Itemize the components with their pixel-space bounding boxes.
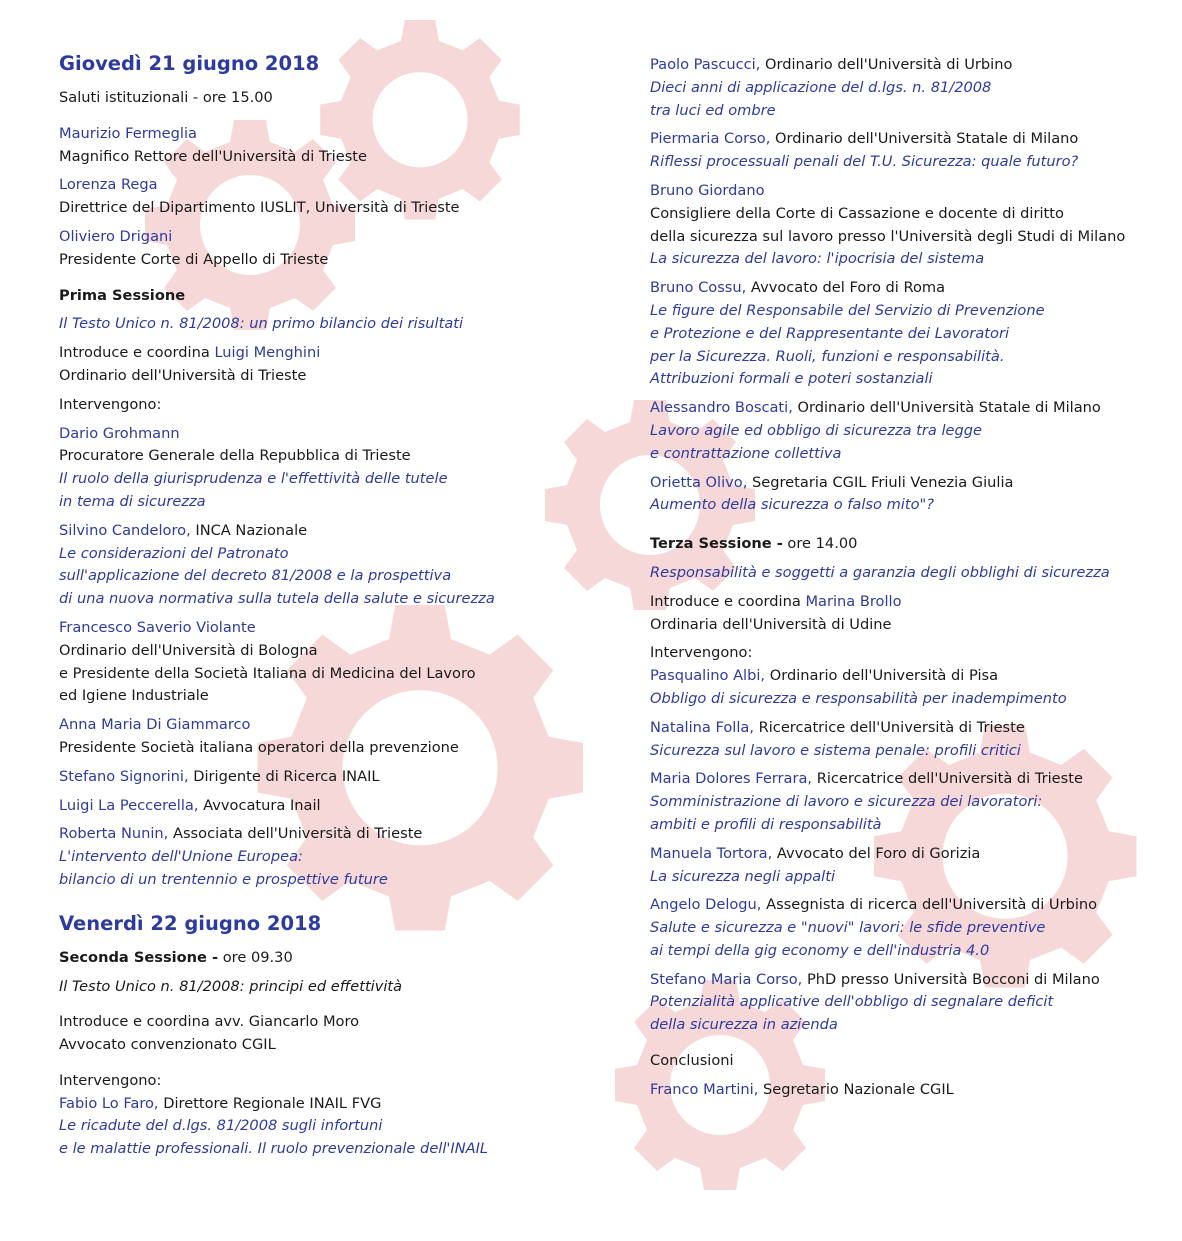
- talk-title: Le figure del Responsabile del Servizio di Prevenzione: [650, 301, 1045, 319]
- speaker-role: Ricercatrice dell'Università di Trieste: [753, 718, 1025, 736]
- speaker-role: Ordinario dell'Università Statale di Milano: [792, 399, 1101, 417]
- moderator-line: [59, 1011, 579, 1034]
- talk-title: ai tempi della gig economy e dell'industria 4.0: [650, 941, 990, 959]
- speaker-name: Dario Grohmann: [59, 424, 180, 442]
- speaker-role: Segretaria CGIL Friuli Venezia Giulia: [747, 473, 1014, 491]
- session-title: Il Testo Unico n. 81/2008: principi ed effettività: [59, 977, 403, 995]
- talk-title: e contrattazione collettiva: [650, 444, 842, 462]
- talk-title: La sicurezza del lavoro: l'ipocrisia del sistema: [650, 250, 985, 268]
- intro-prefix: Introduce e coordina: [650, 592, 806, 610]
- session-heading: Seconda Sessione -: [59, 948, 219, 966]
- moderator-role: Ordinario dell'Università di Trieste: [59, 366, 307, 384]
- speaker-name: Franco Martini,: [650, 1080, 759, 1098]
- speaker-block: [59, 617, 579, 708]
- speaker-name: Manuela Tortora,: [650, 844, 773, 862]
- speaker-name: Paolo Pascucci,: [650, 56, 761, 73]
- speaker-block: [650, 665, 1170, 711]
- speaker-name: Piermaria Corso,: [650, 130, 771, 148]
- speaker-name: Oliviero Drigani: [59, 227, 173, 245]
- day2-title: Venerdì 22 giugno 2018: [59, 911, 322, 935]
- speaker-name: Bruno Cossu,: [650, 279, 747, 297]
- intro-prefix: Introduce e coordina: [59, 344, 215, 362]
- speaker-block: [59, 226, 579, 272]
- moderator-block: [59, 1011, 579, 1057]
- moderator-line: [650, 591, 1170, 614]
- speaker-block: [59, 123, 579, 169]
- talk-title: tra luci ed ombre: [650, 101, 776, 119]
- moderator-name: Marina Brollo: [805, 592, 902, 610]
- talk-title: La sicurezza negli appalti: [650, 867, 836, 885]
- speaker-role: Ordinario dell'Università di Bologna: [59, 641, 318, 659]
- speaker-role: Segretario Nazionale CGIL: [758, 1080, 954, 1098]
- speaker-block: [650, 54, 1170, 122]
- speaker-block: [650, 180, 1170, 271]
- talk-title: ambiti e profili di responsabilità: [650, 815, 882, 833]
- speaker-block: [650, 472, 1170, 518]
- speaker-role: Avvocato del Foro di Roma: [746, 279, 946, 297]
- speaker-name: Natalina Folla,: [650, 718, 754, 736]
- talk-title: Obbligo di sicurezza e responsabilità per inadempimento: [650, 689, 1067, 707]
- conclusioni-heading: Conclusioni: [650, 1052, 734, 1070]
- talk-title: L'intervento dell'Unione Europea:: [59, 848, 303, 866]
- talk-title: Aumento della sicurezza o falso mito"?: [650, 496, 934, 514]
- talk-title: sull'applicazione del decreto 81/2008 e la prospettiva: [59, 567, 452, 585]
- speaker-role: Procuratore Generale della Repubblica di Trieste: [59, 447, 411, 465]
- talk-title: della sicurezza in azienda: [650, 1016, 838, 1034]
- speaker-block: [59, 795, 579, 818]
- speaker-name: Stefano Signorini,: [59, 767, 189, 785]
- speaker-name: Angelo Delogu,: [650, 896, 762, 914]
- left-column: [59, 50, 579, 1161]
- speaker-block: [59, 174, 579, 220]
- speaker-name: Luigi La Peccerella,: [59, 796, 199, 814]
- speaker-role: Ordinario dell'Università di Urbino: [760, 56, 1013, 73]
- speaker-role: Avvocatura Inail: [198, 796, 321, 814]
- speaker-name: Orietta Olivo,: [650, 473, 748, 491]
- speaker-role: Direttrice del Dipartimento IUSLIT, Università di Trieste: [59, 199, 460, 217]
- session-time: ore 14.00: [782, 535, 858, 553]
- speaker-role: Magnifico Rettore dell'Università di Trieste: [59, 147, 368, 165]
- talk-title: bilancio di un trentennio e prospettive future: [59, 870, 388, 888]
- speaker-block: [59, 520, 579, 611]
- moderator-name: avv. Giancarlo Moro: [214, 1013, 360, 1031]
- speaker-role: Associata dell'Università di Trieste: [168, 825, 423, 843]
- speaker-name: Maurizio Fermeglia: [59, 124, 197, 142]
- speaker-name: Roberta Nunin,: [59, 825, 169, 843]
- speaker-role: Dirigente di Ricerca INAIL: [188, 767, 380, 785]
- talk-title: per la Sicurezza. Ruoli, funzioni e responsabilità.: [650, 347, 1005, 365]
- saluti-line: Saluti istituzionali - ore 15.00: [59, 89, 273, 106]
- speaker-block: [650, 843, 1170, 889]
- talk-title: in tema di sicurezza: [59, 492, 206, 510]
- speaker-role: ed Igiene Industriale: [59, 687, 209, 705]
- speaker-block: [59, 823, 579, 891]
- session-title: Responsabilità e soggetti a garanzia degli obblighi di sicurezza: [650, 563, 1110, 581]
- talk-title: Salute e sicurezza e "nuovi" lavori: le sfide preventive: [650, 919, 1046, 937]
- talk-title: e le malattie professionali. Il ruolo prevenzionale dell'INAIL: [59, 1140, 489, 1158]
- speaker-block: [650, 397, 1170, 465]
- speaker-role: Presidente Società italiana operatori della prevenzione: [59, 738, 459, 756]
- intervengono-label: Intervengono:: [59, 1071, 162, 1089]
- speaker-name: Pasqualino Albi,: [650, 667, 766, 685]
- speaker-name: Anna Maria Di Giammarco: [59, 716, 251, 734]
- speaker-role: e Presidente della Società Italiana di Medicina del Lavoro: [59, 664, 476, 682]
- talk-title: e Protezione e del Rappresentante dei Lavoratori: [650, 324, 1010, 342]
- speaker-block: [59, 766, 579, 789]
- session-title: Il Testo Unico n. 81/2008: un primo bilancio dei risultati: [59, 315, 464, 333]
- moderator-name: Luigi Menghini: [214, 344, 321, 362]
- speaker-role: Consigliere della Corte di Cassazione e docente di diritto: [650, 204, 1064, 222]
- speaker-block: [650, 768, 1170, 836]
- talk-title: di una nuova normativa sulla tutela della salute e sicurezza: [59, 590, 495, 608]
- speaker-name: Silvino Candeloro,: [59, 521, 191, 539]
- speaker-block: [650, 717, 1170, 763]
- right-column: [650, 54, 1170, 1102]
- speaker-block: [59, 423, 579, 514]
- session-heading: Terza Sessione -: [650, 535, 783, 553]
- speaker-role: PhD presso Università Bocconi di Milano: [802, 970, 1100, 988]
- talk-title: Sicurezza sul lavoro e sistema penale: profili critici: [650, 741, 1021, 759]
- speaker-block: [650, 894, 1170, 962]
- speaker-role: Ordinario dell'Università di Pisa: [765, 667, 999, 685]
- moderator-line: [59, 342, 579, 365]
- intervengono-label: Intervengono:: [650, 644, 753, 662]
- speaker-name: Bruno Giordano: [650, 181, 765, 199]
- moderator-block: [59, 342, 579, 388]
- speaker-role: Direttore Regionale INAIL FVG: [158, 1094, 382, 1112]
- speaker-role: INCA Nazionale: [190, 521, 308, 539]
- speaker-block: [650, 969, 1170, 1037]
- session-heading-line: [59, 947, 579, 970]
- moderator-role: Ordinaria dell'Università di Udine: [650, 615, 892, 633]
- speaker-block: [650, 277, 1170, 391]
- talk-title: Dieci anni di applicazione del d.lgs. n. 81/2008: [650, 78, 992, 96]
- session-heading: Prima Sessione: [59, 286, 186, 304]
- speaker-role: Avvocato del Foro di Gorizia: [772, 844, 981, 862]
- moderator-block: [650, 591, 1170, 637]
- intervengono-label: Intervengono:: [59, 395, 162, 413]
- speaker-name: Francesco Saverio Violante: [59, 618, 256, 636]
- talk-title: Le ricadute del d.lgs. 81/2008 sugli infortuni: [59, 1117, 383, 1135]
- day1-title: Giovedì 21 giugno 2018: [59, 52, 320, 75]
- speaker-block: [650, 128, 1170, 174]
- intro-prefix: Introduce e coordina: [59, 1013, 215, 1031]
- conclusioni-speaker: [650, 1079, 1170, 1102]
- speaker-role: Assegnista di ricerca dell'Università di Urbino: [761, 896, 1098, 914]
- speaker-block: [59, 714, 579, 760]
- talk-title: Lavoro agile ed obbligo di sicurezza tra legge: [650, 421, 983, 439]
- moderator-role: Avvocato convenzionato CGIL: [59, 1036, 276, 1054]
- speaker-role: Presidente Corte di Appello di Trieste: [59, 250, 329, 268]
- speaker-name: Lorenza Rega: [59, 176, 158, 194]
- talk-title: Riflessi processuali penali del T.U. Sicurezza: quale futuro?: [650, 153, 1079, 171]
- speaker-block: [59, 1093, 579, 1161]
- session-heading-line: [650, 533, 1170, 556]
- speaker-role: Ordinario dell'Università Statale di Milano: [770, 130, 1079, 148]
- talk-title: Le considerazioni del Patronato: [59, 544, 289, 562]
- talk-title: Potenzialità applicative dell'obbligo di segnalare deficit: [650, 993, 1054, 1011]
- talk-title: Attribuzioni formali e poteri sostanziali: [650, 370, 933, 388]
- talk-title: Somministrazione di lavoro e sicurezza dei lavoratori:: [650, 793, 1043, 811]
- speaker-name: Alessandro Boscati,: [650, 399, 793, 417]
- speaker-role: Ricercatrice dell'Università di Trieste: [812, 770, 1083, 788]
- speaker-role: della sicurezza sul lavoro presso l'Università degli Studi di Milano: [650, 227, 1126, 245]
- speaker-name: Fabio Lo Faro,: [59, 1094, 159, 1112]
- speaker-name: Stefano Maria Corso,: [650, 970, 803, 988]
- talk-title: Il ruolo della giurisprudenza e l'effettività delle tutele: [59, 470, 448, 488]
- session-time: ore 09.30: [218, 948, 293, 966]
- speaker-name: Maria Dolores Ferrara,: [650, 770, 813, 788]
